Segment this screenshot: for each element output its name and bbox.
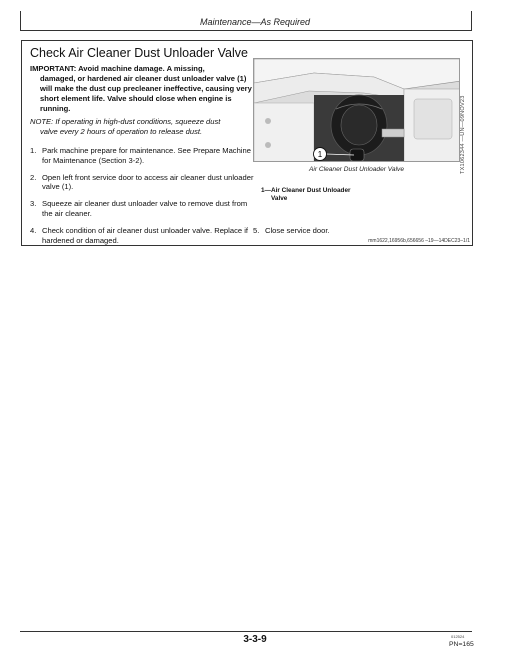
step-number: 2. [30,172,37,182]
step-text: Open left front service door to access air cleaner dust unloader valve (1). [42,172,254,192]
note-body: valve every 2 hours of operation to release dust. [40,127,203,136]
note [30,117,252,137]
header-title: Maintenance—As Required [199,17,311,27]
dust-unloader-valve-illustration [254,59,460,162]
legend-text-a: Air Cleaner Dust Unloader [270,187,351,194]
footer-date: 012524 [451,634,465,639]
step-item [30,173,256,193]
footer-rule [20,631,472,632]
note-label: NOTE: [30,117,54,126]
step-item-5 [253,226,463,235]
figure-callout-number: 1 [317,150,323,159]
step-item [30,226,256,246]
section-title: Check Air Cleaner Dust Unloader Valve [30,46,248,60]
page-number: 3-3-9 [243,634,267,645]
important-label: IMPORTANT: [30,64,77,73]
step-item [30,146,256,166]
figure-photo [253,58,460,162]
header-rule [20,30,472,31]
important-body: damaged, or hardened air cleaner dust unloader valve (1) will make the dust cup precleaner ineffective, causing very short element life. Valve should close when engine is running. [40,74,252,113]
legend-number: 1— [261,187,271,194]
procedure-steps [30,146,256,252]
important-notice [30,64,252,114]
figure-code: TX1062344 —UN—09NOV23 [460,95,466,175]
step-text: Check condition of air cleaner dust unloader valve. Replace if hardened or damaged. [42,225,248,245]
important-lead: Avoid machine damage. A missing, [78,64,205,73]
step-number: 3. [30,199,37,209]
figure-legend [261,187,411,203]
step-number: 1. [30,146,37,155]
step-number: 5. [253,226,260,235]
figure-caption: Air Cleaner Dust Unloader Valve [308,166,405,173]
legend-text-b: Valve [271,195,288,202]
step-text: Squeeze air cleaner dust unloader valve to remove dust from the air cleaner. [42,199,248,218]
reference-code: mm1622,16956b,656656 –19—14DEC23–1/1 [368,238,470,244]
step-item [30,199,256,219]
step-text: Close service door. [265,226,330,235]
note-lead: If operating in high-dust conditions, squeeze dust [55,117,221,126]
step-text: Park machine prepare for maintenance. See Prepare Machine for Maintenance (Section 3-2). [42,146,251,165]
footer-pn: PN=165 [449,641,474,648]
step-number: 4. [30,225,37,235]
